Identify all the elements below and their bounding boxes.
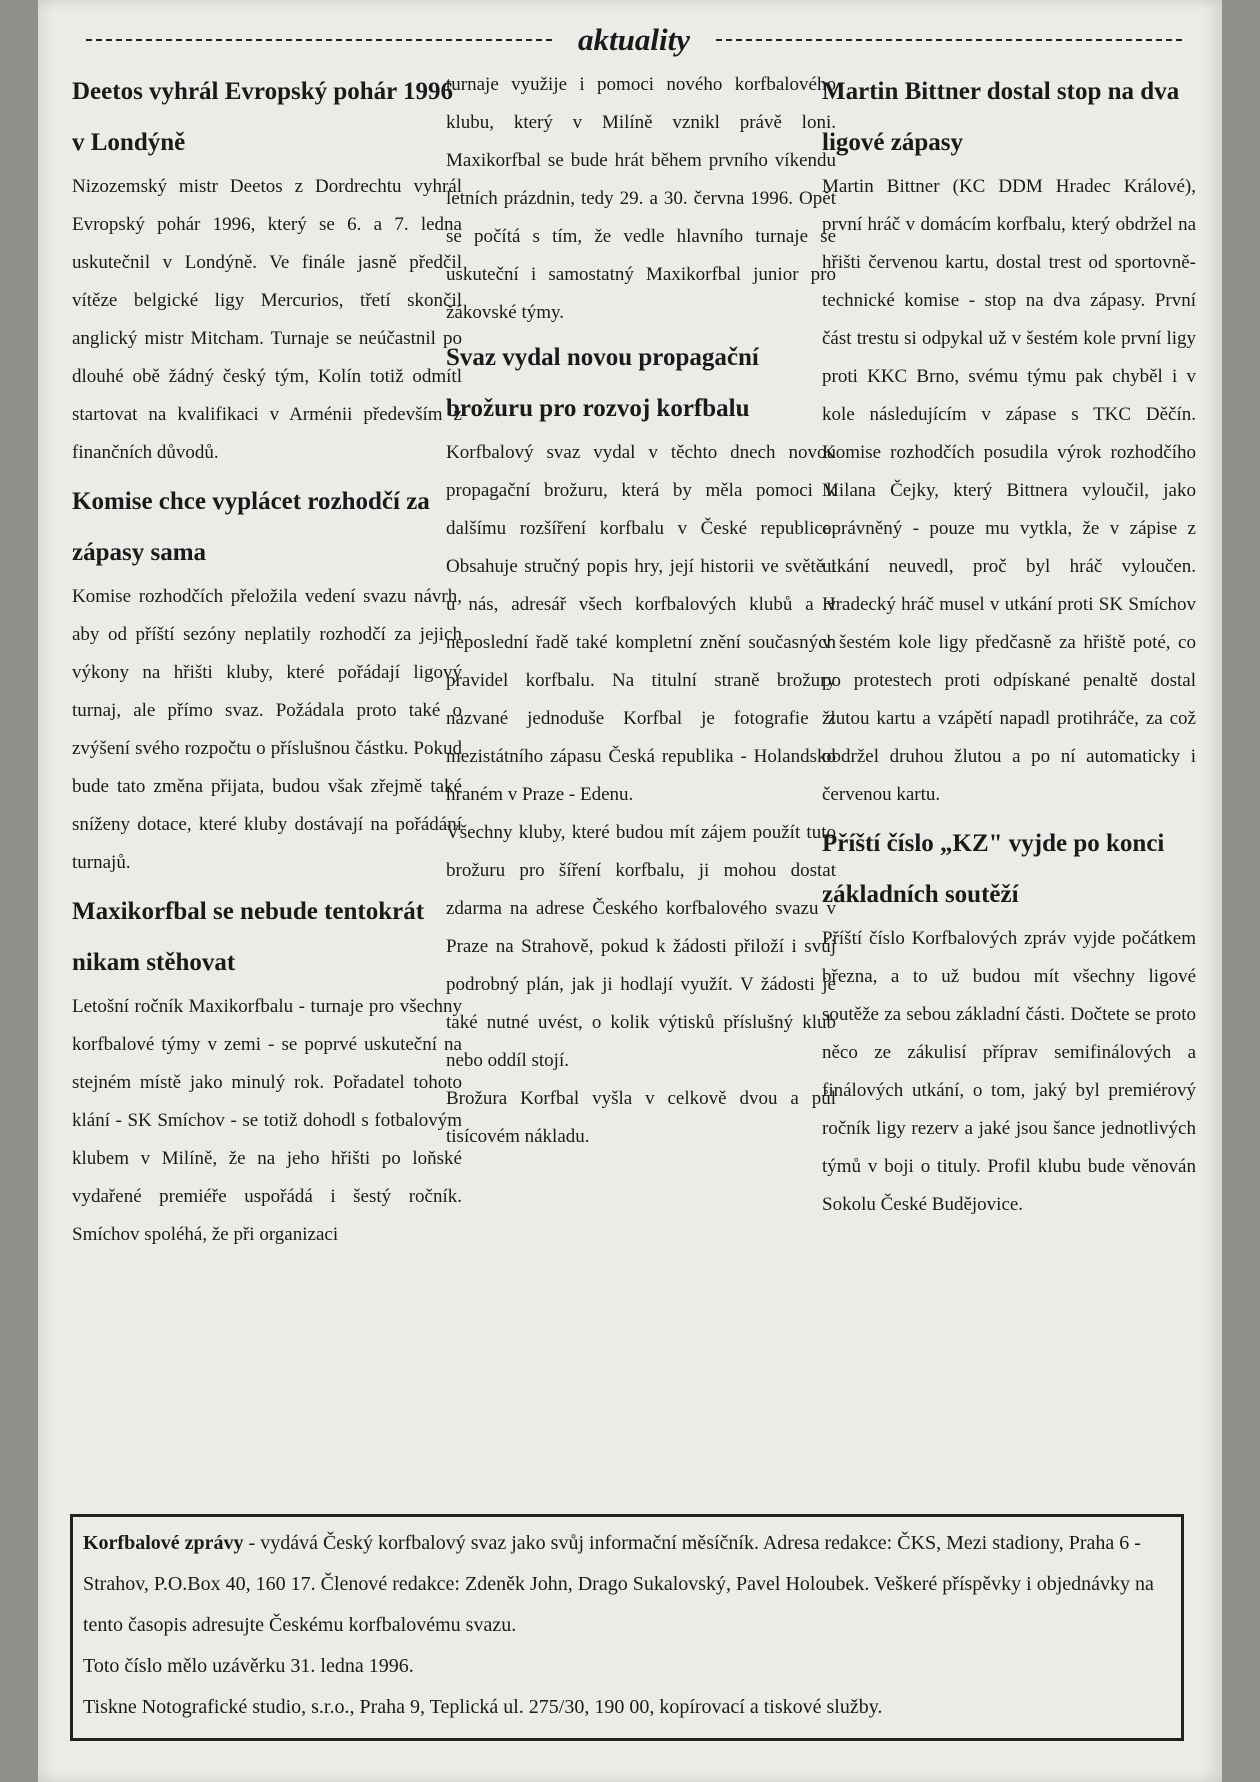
column-3: [822, 66, 1196, 1486]
article-title-maxikorfbal: Maxikorfbal se nebude tentokrát nikam stěhovat: [72, 898, 425, 976]
section-header: [86, 18, 1182, 62]
article-body-maxikorfbal-1: Letošní ročník Maxikorfbalu - turnaje pro všechny korfbalové týmy v zemi - se poprvé uskuteční na stejném místě jako minulý rok. Pořadatel tohoto klání - SK Smíchov - se totiž dohodl s fotbalovým klubem v Milíně, že na jeho hřišti po loňské vydařené premiéře uspořádá i šestý ročník. Smíchov spoléhá, že při organizaci: [72, 996, 462, 1245]
header-rule-left: [86, 39, 552, 41]
colophon-box: [70, 1514, 1184, 1741]
article-title-bittner: Martin Bittner dostal stop na dva ligové zápasy: [822, 78, 1180, 156]
colophon-info: [83, 1523, 1171, 1646]
article-body-komise: Komise rozhodčích přeložila vedení svazu návrh, aby od příští sezóny neplatily rozhodčí za jejich výkony na hřišti kluby, které pořádají ligový turnaj, ale přímo svaz. Požádala proto také o zvýšení svého rozpočtu o příslušnou částku. Pokud bude tato změna přijata, budou však zřejmě také sníženy dotace, které kluby dostávají na pořádání turnajů.: [72, 586, 462, 873]
column-2: [446, 66, 836, 1486]
article-body-brozura-1: Korfbalový svaz vydal v těchto dnech novou propagační brožuru, která by měla pomoci k dalšímu rozšíření korfbalu v České republice. Obsahuje stručný popis hry, její historii ve světě i u nás, adresář všech korfbalových klubů a v neposlední řadě také kompletní znění současných pravidel korfbalu. Na titulní straně brožury nazvané jednoduše Korfbal je fotografie z mezistátního zápasu Česká republika - Holandsko hraném v Praze - Edenu.: [446, 442, 836, 805]
colophon-text: - vydává Český korfbalový svaz jako svůj informační měsíčník. Adresa redakce: ČKS, Mezi stadiony, Praha 6 - Strahov, P.O.Box 40, 160 17. Členové redakce: Zdeněk John, Drago Sukalovský, Pavel Holoubek. Veškeré příspěvky i objednávky na tento časopis adresujte Českému korfbalovému svazu.: [83, 1532, 1154, 1636]
article-title-komise: Komise chce vyplácet rozhodčí za zápasy sama: [72, 488, 430, 566]
article-title-deetos: Deetos vyhrál Evropský pohár 1996 v Londýně: [72, 78, 454, 156]
newsletter-page: [38, 0, 1222, 1782]
section-title: aktuality: [578, 22, 690, 57]
article-body-pristi: Příští číslo Korfbalových zpráv vyjde počátkem března, a to už budou mít všechny ligové soutěže za sebou základní části. Dočtete se proto něco ze zákulisí příprav semifinálových a finálových utkání, o tom, jaký byl premiérový ročník ligy rezerv a jaké jsou šance jednotlivých týmů v boji o tituly. Profil klubu bude věnován Sokolu České Budějovice.: [822, 928, 1196, 1215]
colophon-deadline: Toto číslo mělo uzávěrku 31. ledna 1996.: [83, 1655, 414, 1677]
article-body-maxikorfbal-2: turnaje využije i pomoci nového korfbalového klubu, který v Milíně vznikl právě loni. Maxikorfbal se bude hrát během prvního víkendu letních prázdnin, tedy 29. a 30. června 1996. Opět se počítá s tím, že vedle hlavního turnaje se uskuteční i samostatný Maxikorfbal junior pro žákovské týmy.: [446, 74, 836, 323]
column-1: [72, 66, 462, 1486]
article-title-pristi: Příští číslo „KZ" vyjde po konci základních soutěží: [822, 830, 1165, 908]
colophon-printer: Tiskne Notografické studio, s.r.o., Praha 9, Teplická ul. 275/30, 190 00, kopírovací a tiskové služby.: [83, 1696, 883, 1718]
header-rule-right: [716, 39, 1182, 41]
article-body-brozura-2: Všechny kluby, které budou mít zájem použít tuto brožuru pro šíření korfbalu, ji mohou dostat zdarma na adrese Českého korfbalového svazu v Praze na Strahově, pokud k žádosti přiloží i svůj podrobný plán, jak ji hodlají využít. V žádosti je také nutné uvést, o kolik výtisků příslušný klub nebo oddíl stojí.: [446, 822, 836, 1071]
article-body-deetos: Nizozemský mistr Deetos z Dordrechtu vyhrál Evropský pohár 1996, který se 6. a 7. ledna uskutečnil v Londýně. Ve finále jasně předčil vítěze belgické ligy Mercurios, třetí skončil anglický mistr Mitcham. Turnaje se neúčastnil po dlouhé obě žádný český tým, Kolín totiž odmítl startovat na kvalifikaci v Arménii především z finančních důvodů.: [72, 176, 462, 463]
article-body-bittner: Martin Bittner (KC DDM Hradec Králové), první hráč v domácím korfbalu, který obdržel na hřišti červenou kartu, dostal trest od sportovně-technické komise - stop na dva zápasy. První část trestu si odpykal už v šestém kole první ligy proti KKC Brno, svému týmu pak chyběl i v kole následujícím v zápase s TKC Děčín. Komise rozhodčích posudila výrok rozhodčího Milana Čejky, který Bittnera vyloučil, jako oprávněný - pouze mu vytkla, že v zápise z utkání neuvedl, proč byl hráč vyloučen. Hradecký hráč musel v utkání proti SK Smíchov v šestém kole ligy předčasně za hřiště poté, co po protestech proti odpískané penaltě dostal žlutou kartu a vzápětí napadl protihráče, za což obdržel druhou žlutou a po ní automaticky i červenou kartu.: [822, 176, 1196, 805]
publication-name: Korfbalové zprávy: [83, 1532, 244, 1554]
article-title-brozura: Svaz vydal novou propagační brožuru pro rozvoj korfbalu: [446, 344, 759, 422]
article-body-brozura-3: Brožura Korfbal vyšla v celkově dvou a půl tisícovém nákladu.: [446, 1088, 836, 1147]
